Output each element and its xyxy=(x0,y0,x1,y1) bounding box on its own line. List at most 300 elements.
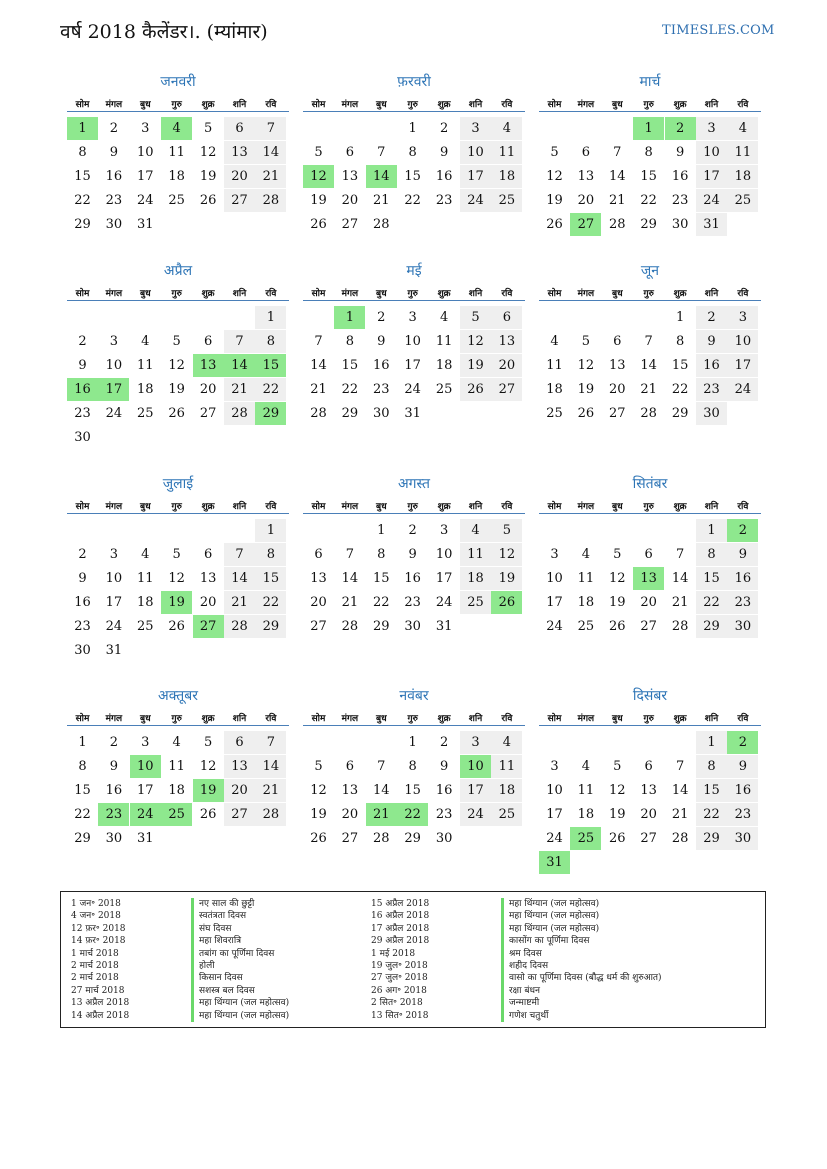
day-cell: 31 xyxy=(137,831,154,846)
day-cell: 30 xyxy=(671,217,689,232)
weekday-label: गुरु xyxy=(643,100,654,110)
day-cell: 30 xyxy=(373,406,390,421)
day-cell: 24 xyxy=(727,378,758,401)
day-cell: 13 xyxy=(224,755,255,778)
day-cell: 31 xyxy=(404,406,421,421)
legend-date: 1 मई 2018 xyxy=(371,948,416,959)
legend-date: 2 मार्च 2018 xyxy=(71,961,119,971)
weekday-label: शनि xyxy=(232,289,247,299)
day-cell: 13 xyxy=(341,783,359,798)
weekday-header xyxy=(67,711,289,726)
day-cell: 15 xyxy=(640,169,657,184)
site-link[interactable]: TIMESLES.COM xyxy=(662,23,775,38)
holiday-day-cell: 21 xyxy=(366,803,397,826)
weekday-header xyxy=(539,286,761,301)
weekday-label: बुध xyxy=(139,502,151,512)
day-cell: 8 xyxy=(377,547,386,562)
day-cell: 26 xyxy=(609,831,626,846)
day-cell: 4 xyxy=(491,731,522,754)
weekday-label: शनि xyxy=(704,502,719,512)
day-cell: 16 xyxy=(404,571,421,586)
day-cell: 27 xyxy=(199,406,217,421)
day-cell: 26 xyxy=(577,406,595,421)
day-cell: 26 xyxy=(609,619,626,634)
day-cell: 8 xyxy=(345,334,355,349)
day-cell: 1 xyxy=(377,523,386,538)
day-cell: 27 xyxy=(640,619,657,634)
day-cell: 4 xyxy=(439,310,449,325)
day-cell: 20 xyxy=(341,193,359,208)
day-cell: 22 xyxy=(255,591,286,614)
day-cell: 4 xyxy=(172,735,181,750)
day-cell: 15 xyxy=(696,779,727,802)
legend-date: 14 फ़र॰ 2018 xyxy=(71,936,126,947)
day-cell: 25 xyxy=(137,619,154,634)
weekday-label: रवि xyxy=(265,100,277,110)
day-cell: 12 xyxy=(460,330,491,353)
day-cell: 14 xyxy=(373,783,390,798)
weekday-label: रवि xyxy=(501,502,513,512)
weekday-label: गुरु xyxy=(407,100,418,110)
day-cell: 30 xyxy=(105,831,123,846)
day-cell: 20 xyxy=(310,595,327,610)
day-cell: 6 xyxy=(644,547,653,562)
day-cell: 26 xyxy=(168,619,185,634)
day-cell: 28 xyxy=(373,217,390,232)
weekday-label: बुध xyxy=(375,289,387,299)
weekday-label: रवि xyxy=(501,714,513,724)
legend-holiday-name: संघ दिवस xyxy=(191,923,231,935)
day-cell: 2 xyxy=(78,547,87,562)
day-cell: 12 xyxy=(168,571,185,586)
weekday-label: सोम xyxy=(547,502,562,512)
day-cell: 19 xyxy=(577,382,595,397)
day-cell: 19 xyxy=(491,567,522,590)
day-cell: 20 xyxy=(491,354,522,377)
day-cell: 30 xyxy=(74,430,91,445)
day-cell: 1 xyxy=(696,731,727,754)
day-cell: 28 xyxy=(310,406,327,421)
day-cell: 14 xyxy=(341,571,359,586)
day-cell: 29 xyxy=(373,619,390,634)
holiday-day-cell: 14 xyxy=(224,354,255,377)
day-cell: 21 xyxy=(310,382,327,397)
month-name: मार्च xyxy=(639,74,661,90)
weekday-label: शुक्र xyxy=(201,502,215,512)
month-name: अप्रैल xyxy=(163,263,193,279)
weekday-label: शुक्र xyxy=(201,100,215,110)
day-cell: 17 xyxy=(546,807,563,822)
day-cell: 18 xyxy=(460,567,491,590)
legend-date: 13 सित॰ 2018 xyxy=(371,1010,429,1021)
day-cell: 24 xyxy=(696,189,727,212)
day-cell: 8 xyxy=(696,543,727,566)
day-cell: 17 xyxy=(137,783,154,798)
month-name: जून xyxy=(640,263,660,279)
weekday-label: मंगल xyxy=(577,502,595,512)
day-cell: 30 xyxy=(105,217,123,232)
holiday-day-cell: 22 xyxy=(397,803,428,826)
legend-holiday-name: महा थिंग्यान (जल महोत्सव) xyxy=(191,997,289,1009)
weekday-label: मंगल xyxy=(105,502,123,512)
day-cell: 22 xyxy=(696,591,727,614)
weekday-label: बुध xyxy=(611,502,623,512)
day-cell: 16 xyxy=(373,358,390,373)
day-cell: 19 xyxy=(199,169,217,184)
day-cell: 7 xyxy=(675,759,685,774)
day-cell: 13 xyxy=(577,169,595,184)
month-name: जनवरी xyxy=(160,74,196,90)
day-cell: 30 xyxy=(696,402,727,425)
weekday-label: बुध xyxy=(139,100,151,110)
day-cell: 7 xyxy=(224,330,255,353)
day-cell: 1 xyxy=(408,121,417,136)
day-cell: 12 xyxy=(577,358,595,373)
day-cell: 15 xyxy=(404,783,421,798)
day-cell: 12 xyxy=(310,783,327,798)
weekday-header xyxy=(303,97,525,112)
legend-date: 2 मार्च 2018 xyxy=(71,973,119,984)
day-cell: 20 xyxy=(640,595,657,610)
day-cell: 14 xyxy=(224,567,255,590)
day-cell: 22 xyxy=(671,382,689,397)
day-cell: 21 xyxy=(255,165,286,188)
day-cell: 4 xyxy=(581,547,591,562)
day-cell: 6 xyxy=(613,334,622,349)
day-cell: 11 xyxy=(577,783,595,798)
day-cell: 21 xyxy=(224,378,255,401)
legend-holiday-name: होली xyxy=(191,960,215,972)
weekday-label: सोम xyxy=(75,100,90,110)
legend-holiday-name: महा थिंग्यान (जल महोत्सव) xyxy=(501,910,599,922)
day-cell: 27 xyxy=(640,831,657,846)
month-name: फ़रवरी xyxy=(397,74,431,90)
day-cell: 11 xyxy=(460,543,491,566)
day-cell: 7 xyxy=(377,145,386,160)
day-cell: 5 xyxy=(314,145,323,160)
day-cell: 18 xyxy=(435,358,453,373)
day-cell: 14 xyxy=(671,783,689,798)
day-cell: 8 xyxy=(408,145,417,160)
weekday-label: मंगल xyxy=(341,289,359,299)
day-cell: 11 xyxy=(168,145,185,160)
weekday-label: रवि xyxy=(737,100,749,110)
month-name: अगस्त xyxy=(397,476,430,492)
weekday-header xyxy=(67,286,289,301)
weekday-label: शुक्र xyxy=(437,502,451,512)
legend-holiday-name: किसान दिवस xyxy=(191,972,243,984)
day-cell: 29 xyxy=(671,406,689,421)
day-cell: 31 xyxy=(435,619,453,634)
day-cell: 22 xyxy=(255,378,286,401)
day-cell: 18 xyxy=(137,595,154,610)
weekday-label: बुध xyxy=(611,100,623,110)
day-cell: 9 xyxy=(109,759,119,774)
day-cell: 29 xyxy=(255,615,286,638)
day-cell: 5 xyxy=(172,334,181,349)
holiday-day-cell: 2 xyxy=(727,519,758,542)
day-cell: 28 xyxy=(671,831,689,846)
day-cell: 21 xyxy=(609,193,626,208)
page-title: वर्ष 2018 कैलेंडर।. (म्यांमार) xyxy=(60,21,268,43)
day-cell: 13 xyxy=(609,358,626,373)
day-cell: 24 xyxy=(404,382,421,397)
day-cell: 26 xyxy=(199,193,217,208)
day-cell: 7 xyxy=(377,759,386,774)
day-cell: 5 xyxy=(203,735,213,750)
day-cell: 14 xyxy=(255,141,286,164)
day-cell: 20 xyxy=(224,779,255,802)
day-cell: 20 xyxy=(199,595,217,610)
day-cell: 17 xyxy=(460,779,491,802)
day-cell: 10 xyxy=(105,571,123,586)
day-cell: 26 xyxy=(460,378,491,401)
weekday-label: बुध xyxy=(139,714,151,724)
day-cell: 11 xyxy=(577,571,595,586)
weekday-label: शुक्र xyxy=(673,100,687,110)
weekday-label: बुध xyxy=(611,289,623,299)
day-cell: 2 xyxy=(439,735,449,750)
day-cell: 25 xyxy=(460,591,491,614)
day-cell: 23 xyxy=(696,378,727,401)
day-cell: 15 xyxy=(341,358,359,373)
day-cell: 3 xyxy=(460,731,491,754)
day-cell: 17 xyxy=(137,169,154,184)
month-name: मई xyxy=(406,263,422,279)
day-cell: 19 xyxy=(310,807,327,822)
day-cell: 10 xyxy=(727,330,758,353)
weekday-label: रवि xyxy=(501,289,513,299)
day-cell: 22 xyxy=(640,193,657,208)
day-cell: 28 xyxy=(341,619,359,634)
day-cell: 10 xyxy=(435,547,453,562)
day-cell: 4 xyxy=(727,117,758,140)
day-cell: 6 xyxy=(314,547,323,562)
day-cell: 11 xyxy=(137,358,154,373)
day-cell: 28 xyxy=(373,831,390,846)
day-cell: 30 xyxy=(727,615,758,638)
day-cell: 15 xyxy=(404,169,421,184)
day-cell: 20 xyxy=(609,382,626,397)
legend-date: 17 अप्रैल 2018 xyxy=(371,923,430,934)
day-cell: 10 xyxy=(460,141,491,164)
day-cell: 29 xyxy=(74,831,91,846)
holiday-day-cell: 25 xyxy=(161,803,192,826)
weekday-label: गुरु xyxy=(171,100,182,110)
day-cell: 18 xyxy=(546,382,563,397)
day-cell: 6 xyxy=(345,145,355,160)
weekday-header xyxy=(67,499,289,514)
day-cell: 6 xyxy=(203,547,213,562)
weekday-label: रवि xyxy=(265,289,277,299)
day-cell: 16 xyxy=(105,783,123,798)
day-cell: 7 xyxy=(255,117,286,140)
month-name: सितंबर xyxy=(632,476,668,492)
day-cell: 30 xyxy=(74,643,91,658)
weekday-label: रवि xyxy=(737,714,749,724)
weekday-label: बुध xyxy=(375,714,387,724)
day-cell: 16 xyxy=(727,567,758,590)
day-cell: 6 xyxy=(224,117,255,140)
holiday-day-cell: 24 xyxy=(130,803,161,826)
day-cell: 6 xyxy=(581,145,591,160)
day-cell: 1 xyxy=(255,306,286,329)
day-cell: 4 xyxy=(141,547,150,562)
day-cell: 29 xyxy=(404,831,421,846)
weekday-label: शनि xyxy=(232,502,247,512)
weekday-label: शनि xyxy=(468,100,483,110)
weekday-label: मंगल xyxy=(105,100,123,110)
day-cell: 14 xyxy=(671,571,689,586)
day-cell: 7 xyxy=(675,547,685,562)
holiday-day-cell: 12 xyxy=(303,165,334,188)
day-cell: 8 xyxy=(78,145,87,160)
day-cell: 17 xyxy=(696,165,727,188)
holiday-day-cell: 19 xyxy=(161,591,192,614)
day-cell: 26 xyxy=(168,406,185,421)
holiday-day-cell: 15 xyxy=(255,354,286,377)
weekday-header xyxy=(539,711,761,726)
day-cell: 7 xyxy=(224,543,255,566)
day-cell: 30 xyxy=(404,619,421,634)
day-cell: 24 xyxy=(105,406,123,421)
day-cell: 21 xyxy=(671,807,689,822)
day-cell: 19 xyxy=(168,382,185,397)
holiday-day-cell: 1 xyxy=(334,306,365,329)
day-cell: 9 xyxy=(408,547,417,562)
day-cell: 20 xyxy=(224,165,255,188)
day-cell: 23 xyxy=(404,595,421,610)
day-cell: 11 xyxy=(727,141,758,164)
holiday-day-cell: 26 xyxy=(491,591,522,614)
day-cell: 18 xyxy=(491,779,522,802)
day-cell: 11 xyxy=(137,571,154,586)
day-cell: 6 xyxy=(345,759,355,774)
day-cell: 19 xyxy=(460,354,491,377)
day-cell: 16 xyxy=(671,169,689,184)
day-cell: 25 xyxy=(491,803,522,826)
day-cell: 5 xyxy=(613,759,622,774)
legend-holiday-name: नए साल की छुट्टी xyxy=(191,898,254,910)
day-cell: 23 xyxy=(435,807,453,822)
weekday-label: शुक्र xyxy=(437,289,451,299)
day-cell: 13 xyxy=(491,330,522,353)
legend-date: 1 जन॰ 2018 xyxy=(71,899,121,909)
day-cell: 25 xyxy=(577,619,595,634)
legend-holiday-name: महा शिवरात्रि xyxy=(191,935,241,947)
day-cell: 27 xyxy=(609,406,626,421)
weekday-label: शनि xyxy=(704,100,719,110)
day-cell: 27 xyxy=(341,831,359,846)
day-cell: 12 xyxy=(491,543,522,566)
day-cell: 23 xyxy=(373,382,390,397)
day-cell: 22 xyxy=(74,193,91,208)
day-cell: 28 xyxy=(255,803,286,826)
legend-date: 16 अप्रैल 2018 xyxy=(371,911,430,922)
day-cell: 7 xyxy=(644,334,653,349)
day-cell: 9 xyxy=(696,330,727,353)
weekday-label: गुरु xyxy=(407,289,418,299)
weekday-label: गुरु xyxy=(643,289,654,299)
day-cell: 30 xyxy=(435,831,453,846)
weekday-label: बुध xyxy=(611,714,623,724)
day-cell: 20 xyxy=(640,807,657,822)
day-cell: 20 xyxy=(577,193,595,208)
weekday-label: सोम xyxy=(311,289,326,299)
day-cell: 5 xyxy=(613,547,622,562)
weekday-header xyxy=(539,499,761,514)
day-cell: 9 xyxy=(727,543,758,566)
day-cell: 14 xyxy=(609,169,626,184)
day-cell: 8 xyxy=(644,145,653,160)
day-cell: 29 xyxy=(696,827,727,850)
day-cell: 12 xyxy=(609,783,626,798)
day-cell: 16 xyxy=(105,169,123,184)
day-cell: 21 xyxy=(671,595,689,610)
day-cell: 1 xyxy=(408,735,417,750)
day-cell: 11 xyxy=(168,759,185,774)
day-cell: 16 xyxy=(74,595,91,610)
day-cell: 18 xyxy=(577,595,595,610)
holiday-day-cell: 13 xyxy=(633,567,664,590)
day-cell: 12 xyxy=(199,145,217,160)
weekday-label: रवि xyxy=(265,502,277,512)
day-cell: 2 xyxy=(439,121,449,136)
day-cell: 13 xyxy=(310,571,327,586)
weekday-header xyxy=(303,711,525,726)
day-cell: 7 xyxy=(314,334,323,349)
holiday-day-cell: 14 xyxy=(366,165,397,188)
legend-date: 12 फ़र॰ 2018 xyxy=(71,923,126,934)
weekday-label: सोम xyxy=(547,100,562,110)
day-cell: 9 xyxy=(109,145,119,160)
legend-holiday-name: शहीद दिवस xyxy=(501,960,548,972)
day-cell: 15 xyxy=(74,169,91,184)
legend-date: 27 मार्च 2018 xyxy=(71,985,125,996)
day-cell: 5 xyxy=(314,759,323,774)
weekday-label: मंगल xyxy=(105,289,123,299)
legend-holiday-name: श्रम दिवस xyxy=(501,948,542,960)
day-cell: 19 xyxy=(609,807,626,822)
weekday-label: गुरु xyxy=(171,714,182,724)
holiday-day-cell: 10 xyxy=(460,755,491,778)
weekday-label: शनि xyxy=(232,714,247,724)
day-cell: 22 xyxy=(74,807,91,822)
day-cell: 17 xyxy=(105,595,123,610)
legend-holiday-name: वासो का पूर्णिमा दिवस (बौद्ध धर्म की शुरुआत) xyxy=(501,972,662,984)
holiday-day-cell: 27 xyxy=(570,213,601,236)
day-cell: 14 xyxy=(255,755,286,778)
day-cell: 18 xyxy=(137,382,154,397)
legend-date: 2 सित॰ 2018 xyxy=(371,998,423,1009)
day-cell: 28 xyxy=(640,406,657,421)
day-cell: 21 xyxy=(255,779,286,802)
day-cell: 7 xyxy=(255,731,286,754)
legend-holiday-name: सशस्त्र बल दिवस xyxy=(191,985,255,997)
holiday-legend xyxy=(60,891,766,1028)
day-cell: 18 xyxy=(727,165,758,188)
day-cell: 4 xyxy=(491,117,522,140)
day-cell: 28 xyxy=(224,615,255,638)
day-cell: 28 xyxy=(255,189,286,212)
day-cell: 6 xyxy=(491,306,522,329)
weekday-header xyxy=(539,97,761,112)
day-cell: 9 xyxy=(78,571,87,586)
day-cell: 28 xyxy=(609,217,626,232)
day-cell: 2 xyxy=(109,121,119,136)
day-cell: 3 xyxy=(550,547,559,562)
legend-holiday-name: महा थिंग्यान (जल महोत्सव) xyxy=(501,898,599,910)
